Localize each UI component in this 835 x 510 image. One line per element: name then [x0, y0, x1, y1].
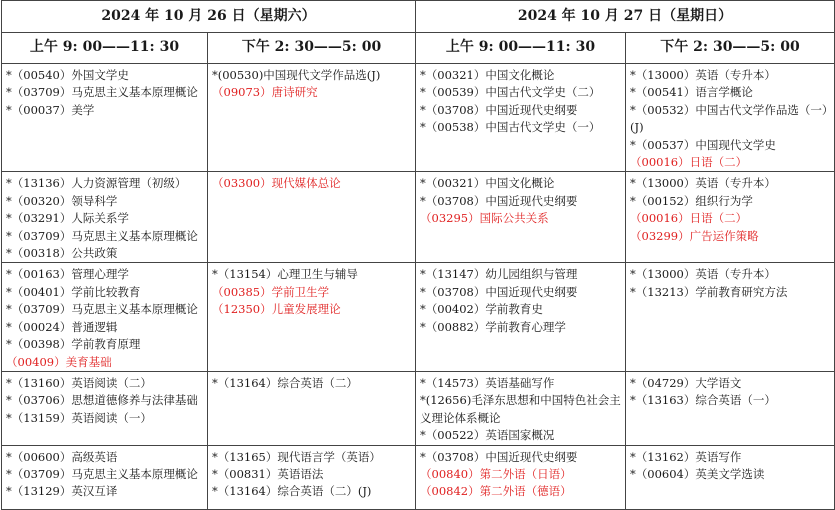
time-slot-row — [2, 33, 835, 64]
schedule-cell — [208, 64, 416, 172]
schedule-cell — [416, 263, 626, 371]
course-entry: *（00321）中国文化概论 — [420, 68, 555, 82]
course-entry: *（00831）英语语法 — [212, 466, 324, 481]
course-entry: *(00530)中国现代文学作品选(J) — [212, 68, 381, 82]
course-entry-highlighted: （00409）美育基础 — [6, 354, 112, 369]
major-row — [2, 64, 835, 172]
course-entry: *（13154）心理卫生与辅导 — [212, 267, 358, 282]
course-entry: *（13159）英语阅读（一） — [6, 410, 152, 425]
course-entry: *（13000）英语（专升本） — [630, 68, 776, 82]
course-entry: *（13129）英汉互译 — [6, 484, 118, 499]
course-entry: *（00540）外国文学史 — [6, 68, 129, 82]
course-entry: *（14573）英语基础写作 — [420, 375, 555, 390]
schedule-cell — [416, 445, 626, 509]
schedule-cell — [626, 172, 835, 263]
course-entry: *（03709）马克思主义基本原理概论 — [6, 228, 198, 243]
course-entry: *（00163）管理心理学 — [6, 267, 129, 282]
day-header-row — [2, 1, 835, 33]
schedule-cell — [2, 371, 208, 445]
day-header-sunday: 2024 年 10 月 27 日（星期日） — [416, 1, 835, 33]
course-entry: *（13165）现代语言学（英语） — [212, 449, 381, 464]
course-entry: *（03708）中国近现代史纲要 — [420, 102, 578, 117]
schedule-cell — [626, 371, 835, 445]
slot-sun-morning: 上午 9: 00——11: 30 — [416, 33, 626, 64]
course-entry: *（00537）中国现代文学史 — [630, 137, 776, 152]
course-entry: *（13000）英语（专升本） — [630, 267, 776, 282]
course-entry: *（00882）学前教育心理学 — [420, 319, 566, 334]
course-entry: *（03291）人际关系学 — [6, 211, 129, 226]
slot-sun-afternoon: 下午 2: 30——5: 00 — [626, 33, 835, 64]
course-entry: *(12656)毛泽东思想和中国特色社会主义理论体系概论 — [420, 393, 621, 425]
course-entry: *（13160）英语阅读（二） — [6, 375, 152, 390]
major-row — [2, 371, 835, 445]
schedule-cell — [416, 172, 626, 263]
major-row — [2, 263, 835, 371]
course-entry: *（13164）综合英语（二）(J) — [212, 484, 372, 499]
course-entry: *（00321）中国文化概论 — [420, 176, 555, 191]
schedule-cell — [208, 263, 416, 371]
schedule-body — [2, 64, 835, 510]
schedule-cell — [626, 64, 835, 172]
course-entry: *（13163）综合英语（一） — [630, 393, 776, 408]
course-entry: *（13213）学前教育研究方法 — [630, 284, 788, 299]
schedule-cell — [626, 263, 835, 371]
course-entry-highlighted: （03300）现代媒体总论 — [212, 176, 341, 191]
course-entry-highlighted: （00840）第二外语（日语） — [420, 466, 572, 481]
course-entry: *（00318）公共政策 — [6, 246, 118, 261]
course-entry-highlighted: （00385）学前卫生学 — [212, 284, 330, 299]
course-entry-highlighted: （09073）唐诗研究 — [212, 85, 318, 100]
course-entry: *（13136）人力资源管理（初级） — [6, 176, 187, 191]
course-entry: *（03706）思想道德修养与法律基础 — [6, 393, 198, 408]
course-entry: *（00402）学前教育史 — [420, 302, 543, 317]
major-row — [2, 172, 835, 263]
schedule-cell — [2, 263, 208, 371]
course-entry: *（03708）中国近现代史纲要 — [420, 449, 578, 464]
course-entry: *（00600）高级英语 — [6, 449, 118, 464]
course-entry: *（03709）马克思主义基本原理概论 — [6, 85, 198, 100]
course-entry: *（03708）中国近现代史纲要 — [420, 193, 578, 208]
course-entry: *（00538）中国古代文学史（一） — [420, 120, 601, 135]
course-entry: *（00024）普通逻辑 — [6, 319, 118, 334]
slot-sat-afternoon: 下午 2: 30——5: 00 — [208, 33, 416, 64]
course-entry: *（13147）幼儿园组织与管理 — [420, 267, 578, 282]
schedule-cell — [208, 445, 416, 509]
course-entry-highlighted: （03299）广告运作策略 — [630, 228, 759, 243]
course-entry: *（00532）中国古代文学作品选（一）(J) — [630, 102, 828, 135]
course-entry: *（00152）组织行为学 — [630, 193, 753, 208]
course-entry: *（03709）马克思主义基本原理概论 — [6, 302, 198, 317]
schedule-cell — [416, 64, 626, 172]
exam-schedule-table — [1, 0, 835, 510]
schedule-cell — [2, 172, 208, 263]
course-entry: *（00037）美学 — [6, 102, 95, 117]
schedule-cell — [626, 445, 835, 509]
course-entry-highlighted: （03295）国际公共关系 — [420, 211, 549, 226]
course-entry: *（13162）英语写作 — [630, 449, 742, 464]
day-header-saturday: 2024 年 10 月 26 日（星期六） — [2, 1, 416, 33]
course-entry: *（03708）中国近现代史纲要 — [420, 284, 578, 299]
course-entry: *（00604）英美文学选读 — [630, 466, 765, 481]
course-entry: *（00522）英语国家概况 — [420, 428, 555, 443]
course-entry: *（00398）学前教育原理 — [6, 337, 141, 352]
schedule-cell — [2, 64, 208, 172]
course-entry: *（04729）大学语文 — [630, 375, 742, 390]
schedule-cell — [208, 172, 416, 263]
course-entry: *（13164）综合英语（二） — [212, 375, 358, 390]
schedule-cell — [416, 371, 626, 445]
slot-sat-morning: 上午 9: 00——11: 30 — [2, 33, 208, 64]
course-entry: *（00401）学前比较教育 — [6, 284, 141, 299]
course-entry-highlighted: （00016）日语（二） — [630, 211, 748, 226]
course-entry-highlighted: （00842）第二外语（德语） — [420, 484, 572, 499]
course-entry-highlighted: （00016）日语（二） — [630, 155, 748, 170]
course-entry: *（03709）马克思主义基本原理概论 — [6, 466, 198, 481]
schedule-cell — [2, 445, 208, 509]
major-row — [2, 445, 835, 509]
course-entry: *（00539）中国古代文学史（二） — [420, 85, 601, 100]
schedule-cell — [208, 371, 416, 445]
course-entry: *（13000）英语（专升本） — [630, 176, 776, 191]
course-entry: *（00320）领导科学 — [6, 193, 118, 208]
course-entry-highlighted: （12350）儿童发展理论 — [212, 302, 341, 317]
course-entry: *（00541）语言学概论 — [630, 85, 753, 100]
